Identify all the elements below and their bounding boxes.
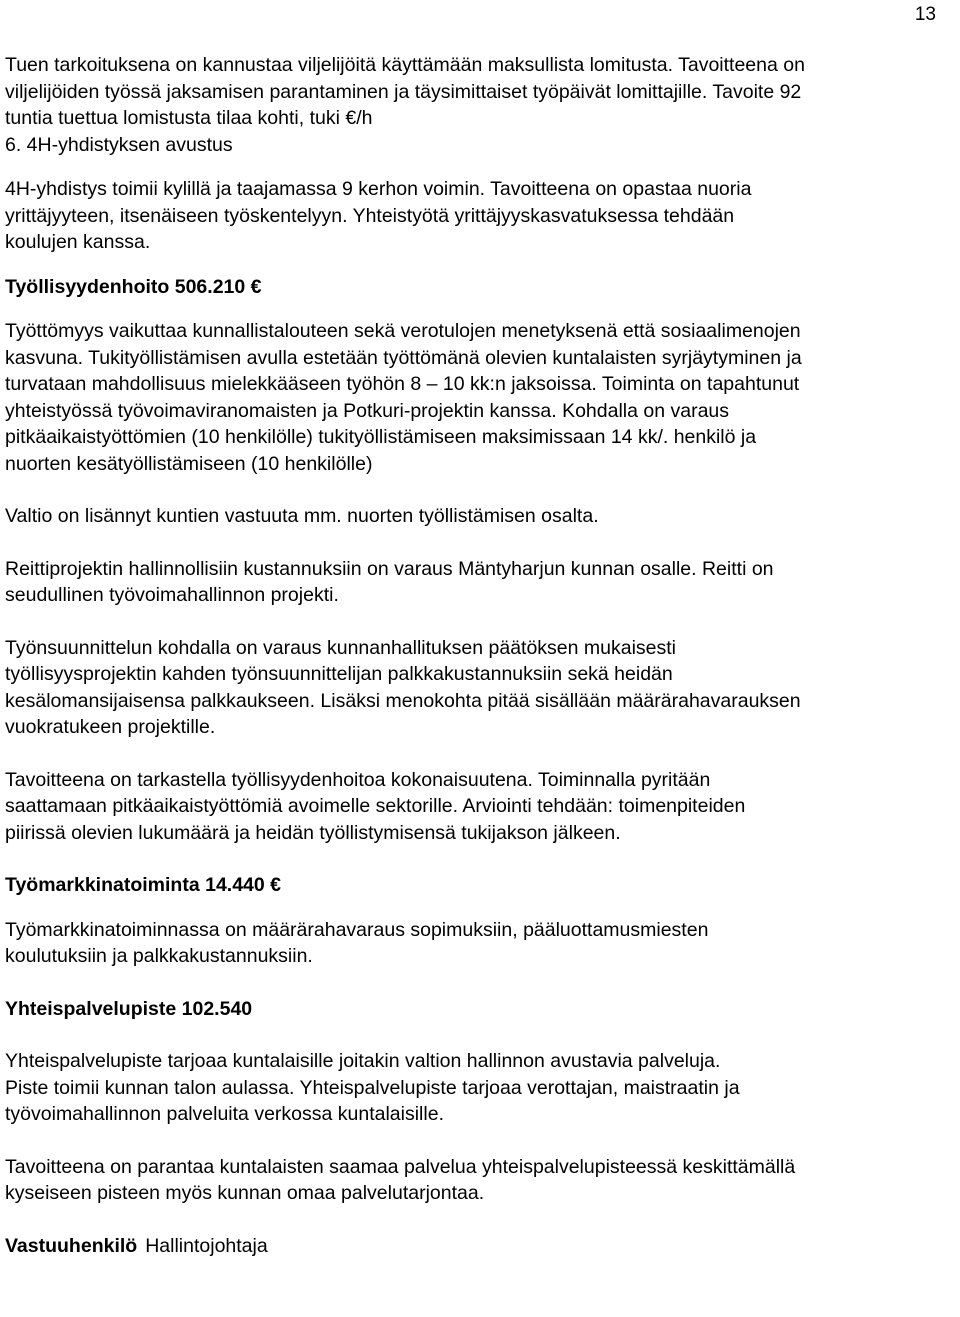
- paragraph-tyottomyys: [5, 318, 957, 477]
- text-line: Yhteispalvelupiste tarjoaa kuntalaisille joitakin valtion hallinnon avustavia palveluja.: [5, 1050, 721, 1072]
- heading-yhteispalvelupiste: Yhteispalvelupiste 102.540: [5, 997, 253, 1020]
- text-line: koulujen kanssa.: [5, 231, 151, 253]
- responsible-person: [5, 1233, 957, 1260]
- paragraph-valtio: [5, 503, 957, 530]
- paragraph-yhteispalvelu: [5, 1048, 957, 1128]
- text-line: Työmarkkinatoiminnassa on määrärahavaraus sopimuksiin, pääluottamusmiesten: [5, 918, 709, 941]
- paragraph-tavoitteena: [5, 767, 957, 847]
- section-4h-paragraph: [5, 176, 957, 256]
- text-line: piirissä olevien lukumäärä ja heidän työllistymisensä tukijakson jälkeen.: [5, 821, 621, 844]
- document-body: [5, 52, 957, 1259]
- text-line: työvoimahallinnon palveluita verkossa kuntalaisille.: [5, 1103, 444, 1125]
- text-line: Tavoitteena on tarkastella työllisyydenhoitoa kokonaisuutena. Toiminnalla pyritään: [5, 768, 711, 791]
- text-line: 6. 4H-yhdistyksen avustus: [5, 133, 233, 156]
- paragraph-tyonsuunnittelu: [5, 635, 957, 741]
- text-line: seudullinen työvoimahallinnon projekti.: [5, 584, 339, 606]
- text-line: työllisyysprojektin kahden työnsuunnittelijan palkkakustannuksiin sekä heidän: [5, 663, 673, 685]
- paragraph-reitti: [5, 556, 957, 609]
- text-line: yhteistyössä työvoimaviranomaisten ja Potkuri-projektin kanssa. Kohdalla on varaus: [5, 399, 730, 422]
- text-line: kesälomansijaisensa palkkaukseen. Lisäksi menokohta pitää sisällään määrärahavarauksen: [5, 689, 801, 712]
- paragraph-parantaa: [5, 1154, 957, 1207]
- text-line: pitkäaikaistyöttömien (10 henkilölle) tukityöllistämiseen maksimissaan 14 kk/. henkilö ja: [5, 426, 757, 448]
- text-line: yrittäjyyteen, itsenäiseen työskentelyyn. Yhteistyötä yrittäjyyskasvatuksessa tehdään: [5, 204, 735, 227]
- text-line: Työnsuunnittelun kohdalla on varaus kunnanhallituksen päätöksen mukaisesti: [5, 636, 677, 659]
- heading-tyollisyydenhoito: Työllisyydenhoito 506.210 €: [5, 275, 262, 298]
- intro-paragraph: [5, 52, 957, 158]
- text-line: Reittiprojektin hallinnollisiin kustannuksiin on varaus Mäntyharjun kunnan osalle. Reitti on: [5, 557, 774, 580]
- heading-tyomarkkinatoiminta: Työmarkkinatoiminta 14.440 €: [5, 874, 282, 896]
- text-line: Valtio on lisännyt kuntien vastuuta mm. nuorten työllistämisen osalta.: [5, 505, 599, 527]
- text-line: kasvuna. Tukityöllistämisen avulla estetään työttömänä olevien kuntalaisten syrjäytyminen ja: [5, 346, 802, 369]
- text-line: Tuen tarkoituksena on kannustaa viljelijöitä käyttämään maksullista lomitusta. Tavoitteena on: [5, 54, 805, 76]
- text-line: Työttömyys vaikuttaa kunnallistalouteen sekä verotulojen menetyksenä että sosiaalimenojen: [5, 320, 801, 342]
- paragraph-tyomarkkina: [5, 917, 957, 970]
- text-line: koulutuksiin ja palkkakustannuksiin.: [5, 945, 313, 967]
- text-line: vuokratukeen projektille.: [5, 716, 216, 738]
- text-line: Tavoitteena on parantaa kuntalaisten saamaa palvelua yhteispalvelupisteessä keskittämällä: [5, 1155, 796, 1178]
- text-line: tuntia tuettua lomistusta tilaa kohti, tuki €/h: [5, 107, 373, 129]
- text-line: Piste toimii kunnan talon aulassa. Yhteispalvelupiste tarjoaa verottajan, maistraatin ja: [5, 1076, 740, 1099]
- text-line: nuorten kesätyöllistämiseen (10 henkilölle): [5, 452, 373, 475]
- text-line: turvataan mahdollisuus mielekkääseen työhön 8 – 10 kk:n jaksoissa. Toiminta on tapahtunut: [5, 373, 800, 395]
- text-line: viljelijöiden työssä jaksamisen parantaminen ja täysimittaiset työpäivät lomittajille. Tavoite 92: [5, 80, 802, 103]
- text-line: kyseiseen pisteen myös kunnan omaa palvelutarjontaa.: [5, 1182, 485, 1204]
- text-line: saattamaan pitkäaikaistyöttömiä avoimelle sektorille. Arviointi tehdään: toimenpiteiden: [5, 795, 746, 817]
- responsible-label: Vastuuhenkilö: [5, 1234, 138, 1257]
- responsible-value: Hallintojohtaja: [145, 1234, 268, 1257]
- text-line: 4H-yhdistys toimii kylillä ja taajamassa 9 kerhon voimin. Tavoitteena on opastaa nuoria: [5, 178, 752, 200]
- page-number: 13: [914, 4, 936, 25]
